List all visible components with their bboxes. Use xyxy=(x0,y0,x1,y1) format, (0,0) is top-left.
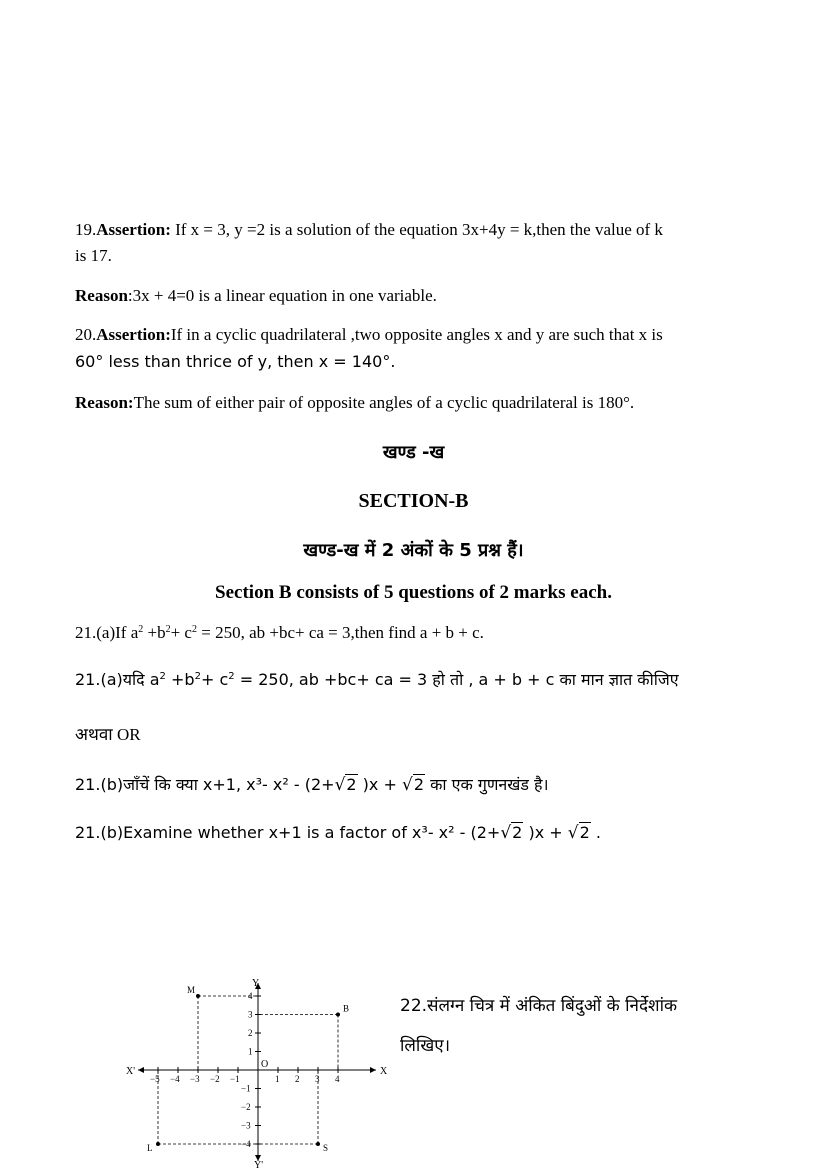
q21a-hi-exp-b: 2 xyxy=(194,671,201,682)
q21b-hi-sqrt-val2: 2 xyxy=(413,775,424,794)
sqrt-symbol: √2 xyxy=(334,775,357,795)
or-line xyxy=(75,722,141,745)
q21b-en-sqrt-val2: 2 xyxy=(579,823,590,842)
q19-reason-line xyxy=(75,286,437,306)
q21b-en-prefix: 21.(b)Examine whether x+1 is a factor of x³- x² - (2+ xyxy=(75,823,501,842)
sqrt-symbol: √2 xyxy=(401,775,424,795)
x-tick-label: −2 xyxy=(210,1074,220,1084)
y-tick-label: 3 xyxy=(248,1009,253,1020)
x-tick-label: 4 xyxy=(335,1074,340,1084)
q21b-en-suffix: . xyxy=(590,823,601,842)
y-axis-label: Y xyxy=(252,978,260,989)
q21b-hi-prefix: 21.(b)जाँचें कि क्या x+1, x³- x² - (2+ xyxy=(75,775,335,794)
q19-assertion-cont: is 17. xyxy=(75,246,112,265)
q21b-hi-sqrt-val: 2 xyxy=(346,775,357,794)
q19-reason-label: Reason xyxy=(75,286,128,305)
x-tick-label: −4 xyxy=(170,1074,180,1084)
point-L xyxy=(156,1142,160,1146)
q20-number: 20. xyxy=(75,325,97,344)
q21a-en-rest: = 250, ab +bc+ ca = 3,then find a + b + c. xyxy=(196,623,484,642)
y-tick-label: −4 xyxy=(241,1139,251,1149)
section-hindi-title: खण्ड -ख xyxy=(382,442,445,463)
point-label-L: L xyxy=(147,1143,153,1153)
q21a-hi-c: + c xyxy=(200,670,229,689)
section-title: SECTION-B xyxy=(358,490,469,512)
sqrt-symbol: √2 xyxy=(500,823,523,843)
q21a-en-exp-a: 2 xyxy=(138,624,144,635)
sqrt-symbol: √2 xyxy=(567,823,590,843)
x-tick-label: 2 xyxy=(295,1074,300,1084)
q20-assertion-line xyxy=(75,325,663,345)
q21a-hi-prefix: 21.(a)यदि a xyxy=(75,670,160,689)
y-tick-label: −3 xyxy=(241,1120,251,1131)
q20-assertion-label: Assertion: xyxy=(96,325,171,344)
q21b-en-mid: )x + xyxy=(523,823,568,842)
y-tick-label: 4 xyxy=(248,991,253,1001)
point-B xyxy=(336,1013,340,1017)
q20-assertion-text: If in a cyclic quadrilateral ,two opposite angles x and y are such that x is xyxy=(170,325,663,344)
q21b-hi-mid: )x + xyxy=(357,775,402,794)
x-axis-left-label: X' xyxy=(126,1066,136,1077)
y-axis-bottom-label: Y' xyxy=(254,1160,264,1169)
x-axis-arrow-left xyxy=(138,1067,144,1073)
q20-reason-text: The sum of either pair of opposite angles of a cyclic quadrilateral is 180°. xyxy=(133,393,635,412)
q21a-en-exp-c: 2 xyxy=(191,624,197,635)
q19-assertion-line xyxy=(75,220,663,240)
q21a-en-prefix: 21.(a)If a xyxy=(75,623,139,642)
q20-assertion-cont: 60° less than thrice of y, then x = 140°. xyxy=(75,352,396,371)
y-tick-label: −2 xyxy=(241,1102,251,1112)
y-tick-label: −1 xyxy=(241,1083,251,1094)
q21a-en-c: + c xyxy=(170,623,192,642)
x-axis-label: X xyxy=(380,1066,388,1077)
x-tick-label: 3 xyxy=(315,1074,320,1084)
point-label-M: M xyxy=(187,985,196,995)
or-english: OR xyxy=(116,725,141,744)
q21a-hi-exp-a: 2 xyxy=(159,671,166,682)
point-S xyxy=(316,1142,320,1146)
q19-reason-text: :3x + 4=0 is a linear equation in one variable. xyxy=(127,286,437,305)
point-label-S: S xyxy=(323,1143,329,1153)
section-desc: Section B consists of 5 questions of 2 marks each. xyxy=(215,582,612,603)
q21b-hi-suffix: का एक गुणनखंड है। xyxy=(425,775,549,794)
x-tick-label: −3 xyxy=(190,1074,200,1084)
q21b-hindi xyxy=(75,773,549,795)
q21a-en-exp-b: 2 xyxy=(165,624,171,635)
q21a-hindi xyxy=(75,668,679,690)
or-hindi: अथवा xyxy=(75,725,113,745)
y-tick-label: 2 xyxy=(248,1028,253,1038)
x-tick-label: 1 xyxy=(275,1074,280,1084)
point-label-B: B xyxy=(343,1003,350,1014)
q19-assertion-label: Assertion: xyxy=(96,220,171,239)
q21a-en-b: +b xyxy=(143,623,166,642)
q21b-english xyxy=(75,823,601,843)
section-hindi-desc: खण्ड-ख में 2 अंकों के 5 प्रश्न हैं। xyxy=(303,540,524,561)
x-axis-arrow-right xyxy=(370,1067,376,1073)
x-tick-label: −5 xyxy=(150,1074,160,1084)
coordinate-graph xyxy=(100,975,390,1169)
point-M xyxy=(196,994,200,998)
x-tick-label: −1 xyxy=(230,1074,240,1084)
q19-assertion-text: If x = 3, y =2 is a solution of the equation 3x+4y = k,then the value of k xyxy=(170,220,663,239)
q22-line2: लिखिए। xyxy=(400,1036,451,1056)
q21b-en-sqrt-val: 2 xyxy=(512,823,523,842)
q21a-english xyxy=(75,623,484,643)
q21a-hi-rest: = 250, ab +bc+ ca = 3 हो तो , a + b + c का मान ज्ञात कीजिए xyxy=(234,670,679,689)
q21a-hi-exp-c: 2 xyxy=(228,671,235,682)
origin-label: O xyxy=(261,1059,269,1070)
q19-number: 19. xyxy=(75,220,97,239)
q22-line1: 22.संलग्न चित्र में अंकित बिंदुओं के निर्देशांक xyxy=(400,996,678,1016)
q20-reason-line xyxy=(75,393,634,413)
q20-reason-label: Reason: xyxy=(75,393,134,412)
y-tick-label: 1 xyxy=(248,1046,253,1057)
q21a-hi-b: +b xyxy=(165,670,195,689)
